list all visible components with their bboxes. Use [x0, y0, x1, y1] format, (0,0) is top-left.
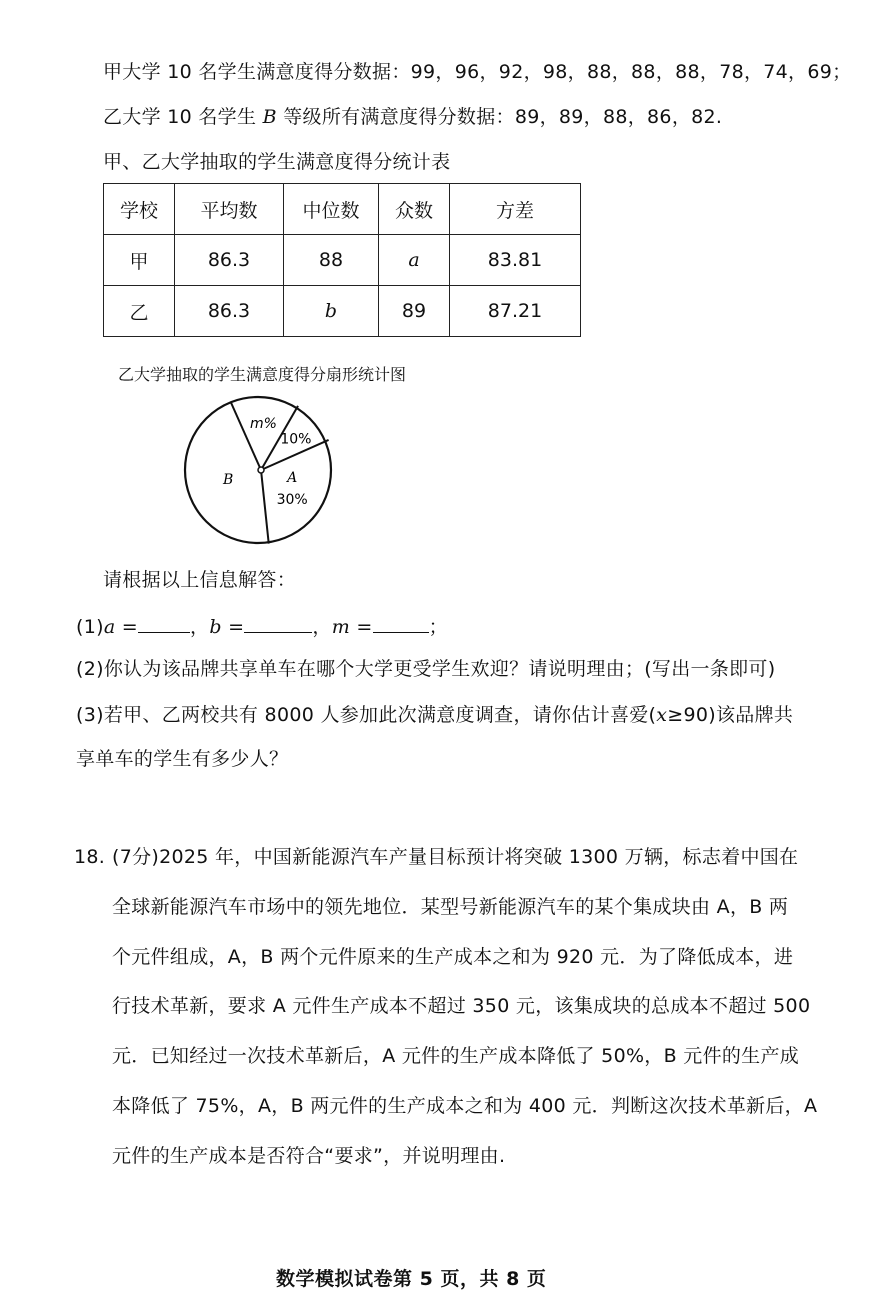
- table-cell: 83.81: [450, 235, 581, 286]
- q18-line: 元件的生产成本是否符合“要求”，并说明理由.: [112, 1145, 506, 1167]
- q17-prompt: 请根据以上信息解答：: [103, 569, 297, 591]
- q18-line: 本降低了 75%，A，B 两元件的生产成本之和为 400 元．判断这次技术革新后，A: [112, 1095, 818, 1117]
- q17-part2: (2)你认为该品牌共享单车在哪个大学更受学生欢迎？请说明理由；(写出一条即可): [76, 658, 776, 680]
- q17-part3: [76, 701, 793, 729]
- pie-slice-label: m%: [249, 416, 277, 433]
- semicolon: ；: [428, 616, 448, 638]
- p3-prefix: (3)若甲、乙两校共有 8000 人参加此次满意度调查，请你估计喜爱(: [76, 704, 657, 726]
- pie-title: 乙大学抽取的学生满意度得分扇形统计图: [118, 365, 407, 384]
- table-cell: 甲: [104, 235, 175, 286]
- q18-number: 18.: [74, 846, 106, 868]
- q18-line: 元．已知经过一次技术革新后，A 元件的生产成本降低了 50%，B 元件的生产成: [112, 1045, 800, 1067]
- pie-slice-label: 30%: [276, 492, 308, 508]
- pie-slice-name: A: [287, 470, 298, 486]
- q17-part1-label: (1): [76, 616, 104, 638]
- pie-chart: [0, 0, 895, 560]
- table-cell: 86.3: [175, 235, 284, 286]
- table-cell: 乙: [104, 286, 175, 337]
- yi-prefix: 乙大学 10 名学生: [103, 106, 263, 128]
- pie-slice-name: B: [223, 471, 234, 488]
- blank-a[interactable]: [138, 612, 190, 633]
- q18-line: 全球新能源汽车市场中的领先地位．某型号新能源汽车的某个集成块由 A，B 两: [112, 896, 789, 918]
- table-caption: 甲、乙大学抽取的学生满意度得分统计表: [103, 151, 451, 173]
- pie-slice-boundary: [261, 470, 269, 544]
- eq-sign: =: [115, 616, 139, 638]
- eq-sign: =: [221, 616, 245, 638]
- var-x: x: [656, 704, 668, 726]
- q17-part3-line2: 享单车的学生有多少人？: [76, 748, 289, 770]
- q17-part1: [76, 612, 448, 641]
- var-m: m: [331, 616, 351, 638]
- header-cell: 学校: [104, 184, 175, 235]
- jia-data-line: 甲大学 10 名学生满意度得分数据：99，96，92，98，88，88，88，78，74，69；: [103, 61, 852, 83]
- var-a: a: [103, 616, 116, 638]
- q18-line: (7分)2025 年，中国新能源汽车产量目标预计将突破 1300 万辆，标志着中国在: [112, 846, 799, 868]
- yi-grade: B: [262, 106, 277, 128]
- pie-slice-label: 10%: [280, 431, 312, 448]
- header-cell: 平均数: [175, 184, 284, 235]
- header-cell: 众数: [379, 184, 450, 235]
- comma: ，: [312, 616, 332, 638]
- p3-suffix: ≥90)该品牌共: [667, 704, 794, 726]
- header-cell: 方差: [450, 184, 581, 235]
- q18-line: 个元件组成，A，B 两个元件原来的生产成本之和为 920 元．为了降低成本，进: [112, 946, 794, 968]
- header-cell: 中位数: [284, 184, 379, 235]
- table-cell: a: [379, 235, 450, 286]
- blank-b[interactable]: [244, 612, 312, 633]
- table-cell: 87.21: [450, 286, 581, 337]
- var-b: b: [209, 616, 222, 638]
- q18-line: 行技术革新，要求 A 元件生产成本不超过 350 元，该集成块的总成本不超过 500: [112, 995, 811, 1017]
- yi-suffix: 等级所有满意度得分数据：89，89，88，86，82.: [276, 106, 723, 128]
- comma: ，: [190, 616, 210, 638]
- table-cell: b: [284, 286, 379, 337]
- pie-slice-boundary: [231, 402, 261, 470]
- table-cell: 88: [284, 235, 379, 286]
- page-footer: 数学模拟试卷第 5 页，共 8 页: [276, 1268, 547, 1290]
- blank-m[interactable]: [373, 612, 429, 633]
- pie-center-dot: [258, 467, 264, 473]
- table-cell: 86.3: [175, 286, 284, 337]
- table-cell: 89: [379, 286, 450, 337]
- eq-sign: =: [350, 616, 373, 638]
